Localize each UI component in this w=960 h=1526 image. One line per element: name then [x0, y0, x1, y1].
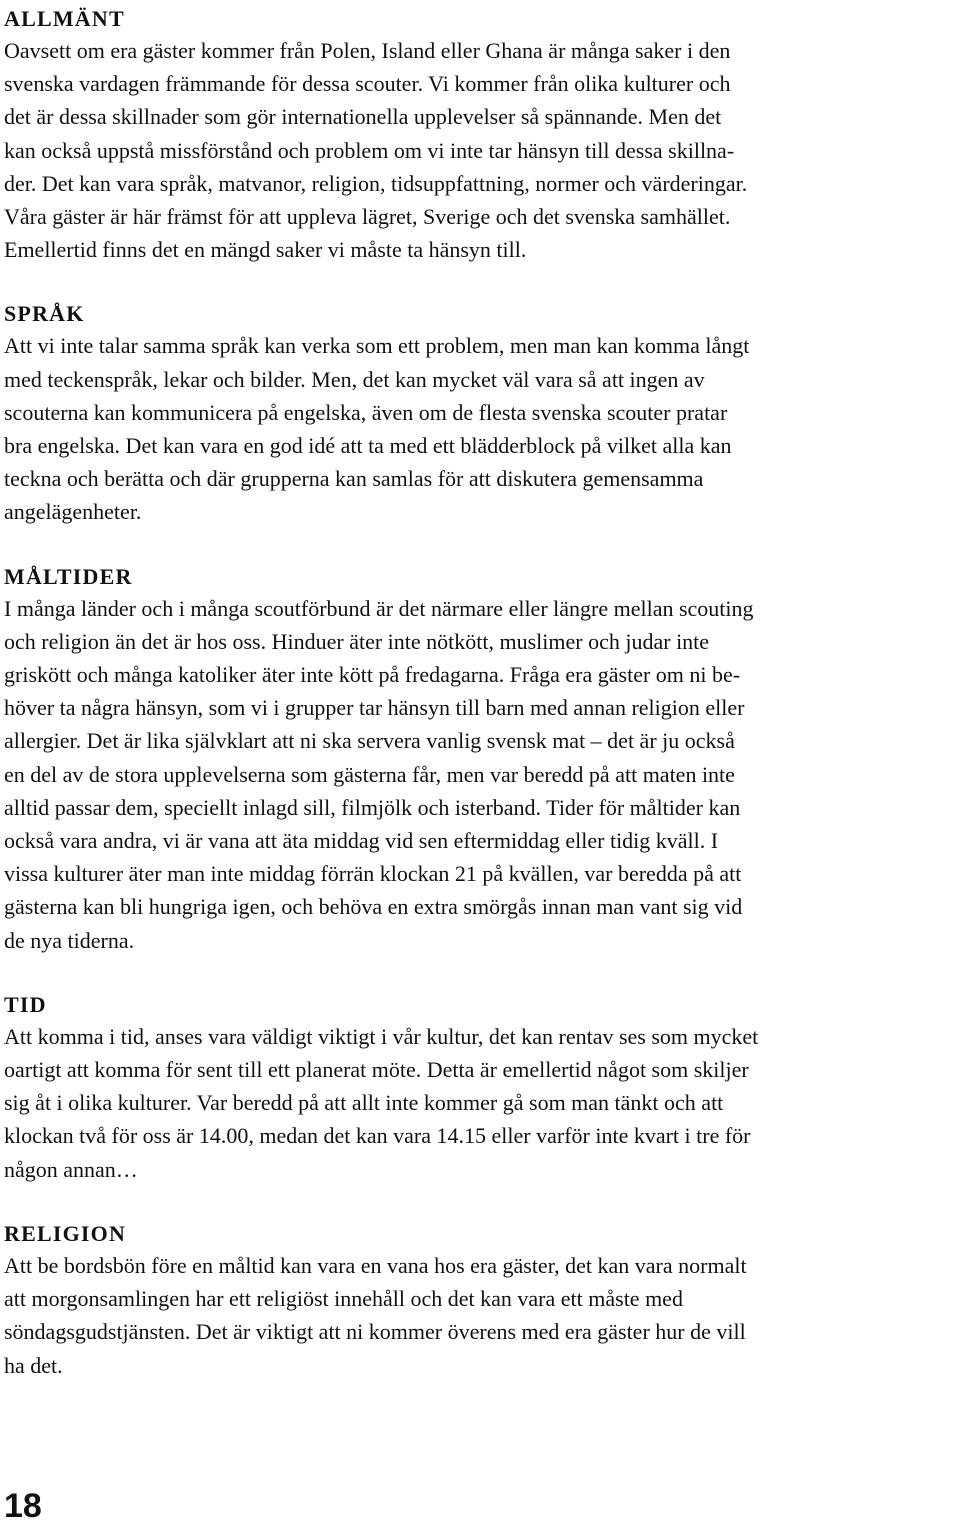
text-line: svenska vardagen främmande för dessa scouter. Vi kommer från olika kulturer och: [4, 71, 731, 97]
text-line: Att vi inte talar samma språk kan verka som ett problem, men man kan komma långt: [4, 333, 750, 359]
section-allmant: [4, 4, 954, 266]
text-line: teckna och berätta och där grupperna kan samlas för att diskutera gemensamma: [4, 466, 704, 492]
document-page: [4, 4, 954, 1382]
text-line: scouterna kan kommunicera på engelska, även om de flesta svenska scouter pratar: [4, 399, 728, 425]
section-paragraph: [4, 1020, 954, 1186]
page-number: 18: [4, 1487, 42, 1525]
text-line: Att komma i tid, anses vara väldigt viktigt i vår kultur, det kan rentav ses som mycket: [4, 1023, 759, 1049]
text-line: I många länder och i många scoutförbund är det närmare eller längre mellan scouting: [4, 595, 754, 621]
text-line: de nya tiderna.: [4, 927, 135, 953]
text-line: också vara andra, vi är vana att äta middag vid sen eftermiddag eller tidig kväll. I: [4, 828, 719, 854]
text-line: kan också uppstå missförstånd och problem om vi inte tar hänsyn till dessa skillna-: [4, 137, 735, 163]
text-line: klockan två för oss är 14.00, medan det kan vara 14.15 eller varför inte kvart i tre för: [4, 1123, 751, 1149]
text-line: griskött och många katoliker äter inte kött på fredagarna. Fråga era gäster om ni be-: [4, 662, 741, 688]
text-line: oartigt att komma för sent till ett planerat möte. Detta är emellertid något som skiljer: [4, 1057, 749, 1083]
text-line: sig åt i olika kulturer. Var beredd på att allt inte kommer gå som man tänkt och att: [4, 1090, 724, 1116]
text-line: och religion än det är hos oss. Hinduer äter inte nötkött, muslimer och judar inte: [4, 628, 710, 654]
section-heading: TID: [4, 991, 47, 1017]
section-heading: MÅLTIDER: [4, 563, 133, 589]
text-line: en del av de stora upplevelserna som gästerna får, men var beredd på att maten inte: [4, 761, 735, 787]
section-paragraph: [4, 592, 954, 957]
text-line: vissa kulturer äter man inte middag förrän klockan 21 på kvällen, var beredda på att: [4, 861, 742, 887]
text-line: Oavsett om era gäster kommer från Polen, Island eller Ghana är många saker i den: [4, 38, 731, 63]
text-line: någon annan…: [4, 1156, 138, 1182]
text-line: angelägenheter.: [4, 499, 142, 525]
text-line: söndagsgudstjänsten. Det är viktigt att ni kommer överens med era gäster hur de vill: [4, 1319, 746, 1345]
section-heading: SPRÅK: [4, 301, 85, 327]
text-line: med teckenspråk, lekar och bilder. Men, det kan mycket väl vara så att ingen av: [4, 366, 705, 392]
section-gap: [4, 1186, 954, 1219]
section-heading: RELIGION: [4, 1220, 127, 1246]
text-line: det är dessa skillnader som gör internationella upplevelser så spännande. Men det: [4, 104, 722, 130]
section-maltider: [4, 562, 954, 957]
text-line: bra engelska. Det kan vara en god idé att ta med ett blädderblock på vilket alla kan: [4, 433, 732, 459]
text-line: Emellertid finns det en mängd saker vi måste ta hänsyn till.: [4, 237, 527, 263]
text-line: höver ta några hänsyn, som vi i grupper tar hänsyn till barn med annan religion eller: [4, 695, 745, 721]
section-gap: [4, 957, 954, 990]
section-paragraph: [4, 34, 954, 266]
text-line: gästerna kan bli hungriga igen, och behöva en extra smörgås innan man vant sig vid: [4, 894, 743, 920]
text-line: ha det.: [4, 1352, 63, 1378]
text-line: allergier. Det är lika självklart att ni ska servera vanlig svensk mat – det är ju också: [4, 728, 735, 754]
section-tid: [4, 990, 954, 1186]
text-line: alltid passar dem, speciellt inlagd sill, filmjölk och isterband. Tider för måltider kan: [4, 794, 741, 820]
text-line: der. Det kan vara språk, matvanor, religion, tidsuppfattning, normer och värderingar.: [4, 170, 748, 196]
text-line: Att be bordsbön före en måltid kan vara en vana hos era gäster, det kan vara normalt: [4, 1252, 747, 1278]
section-heading: ALLMÄNT: [4, 6, 125, 31]
section-paragraph: [4, 329, 954, 528]
section-gap: [4, 266, 954, 299]
section-paragraph: [4, 1249, 954, 1382]
section-sprak: [4, 299, 954, 528]
section-religion: [4, 1219, 954, 1382]
text-line: att morgonsamlingen har ett religiöst innehåll och det kan vara ett måste med: [4, 1286, 683, 1312]
section-gap: [4, 529, 954, 562]
text-line: Våra gäster är här främst för att uppleva lägret, Sverige och det svenska samhället.: [4, 204, 731, 230]
